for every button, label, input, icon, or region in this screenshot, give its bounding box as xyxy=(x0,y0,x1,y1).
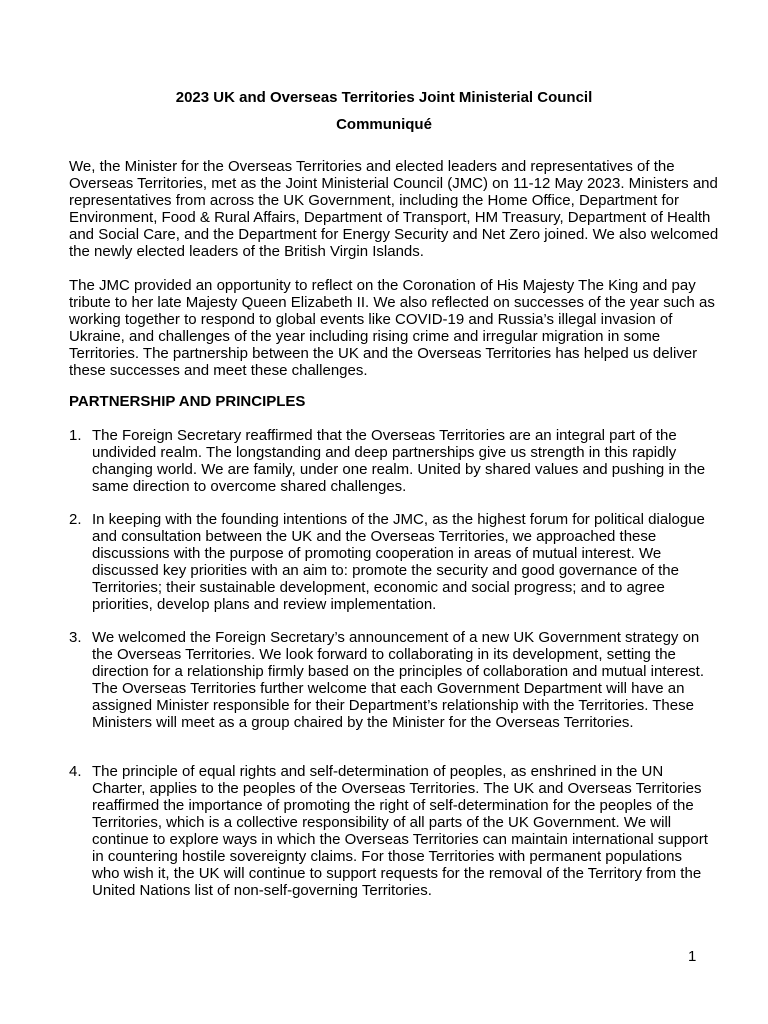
item-text: The Foreign Secretary reaffirmed that the Overseas Territories are an integral part of the undivided realm. The longstanding and deep partnerships give us strength in this rapidly changing world. We are family, under one realm. United by shared values and pushing in the same direction to overcome shared challenges. xyxy=(92,427,706,495)
document-title: 2023 UK and Overseas Territories Joint Ministerial Council xyxy=(175,89,593,106)
intro-paragraph: The JMC provided an opportunity to reflect on the Coronation of His Majesty The King and pay tribute to her late Majesty Queen Elizabeth II. We also reflected on successes of the year such as working together to respond to global events like COVID-19 and Russia’s illegal invasion of Ukraine, and challenges of the year including rising crime and irregular migration in some Territories. The partnership between the UK and the Overseas Territories has helped us deliver these successes and meet these challenges. xyxy=(69,277,715,379)
section-heading: PARTNERSHIP AND PRINCIPLES xyxy=(69,393,306,410)
item-text: In keeping with the founding intentions of the JMC, as the highest forum for political dialogue and consultation between the UK and the Overseas Territories, we approached these discussions with the purpose of promoting cooperation in areas of mutual interest. We discussed key priorities with an aim to: promote the security and good governance of the Territories; their sustainable development, economic and social progress; and to agree priorities, develop plans and review implementation. xyxy=(92,511,705,613)
item-number: 2. xyxy=(69,511,82,528)
page-number: 1 xyxy=(688,948,697,965)
item-number: 1. xyxy=(69,427,82,444)
item-text: We welcomed the Foreign Secretary’s announcement of a new UK Government strategy on the Overseas Territories. We look forward to collaborating in its development, setting the direction for a relationship firmly based on the principles of collaboration and mutual interest. The Overseas Territories further welcome that each Government Department will have an assigned Minister responsible for their Department’s relationship with the Territories. These Ministers will meet as a group chaired by the Minister for the Overseas Territories. xyxy=(92,629,704,731)
item-number: 4. xyxy=(69,763,82,780)
item-number: 3. xyxy=(69,629,82,646)
document-subtitle: Communiqué xyxy=(336,116,432,133)
item-text: The principle of equal rights and self-determination of peoples, as enshrined in the UN Charter, applies to the peoples of the Overseas Territories. The UK and Overseas Territories reaffirmed the importance of promoting the right of self-determination for the peoples of the Territories, which is a collective responsibility of all parts of the UK Government. We will continue to explore ways in which the Overseas Territories can maintain international support in countering hostile sovereignty claims. For those Territories with permanent populations who wish it, the UK will continue to support requests for the removal of the Territory from the United Nations list of non-self-governing Territories. xyxy=(92,763,708,899)
intro-paragraph: We, the Minister for the Overseas Territories and elected leaders and representatives of the Overseas Territories, met as the Joint Ministerial Council (JMC) on 11-12 May 2023. Ministers and representatives from across the UK Government, including the Home Office, Department for Environment, Food & Rural Affairs, Department of Transport, HM Treasury, Department of Health and Social Care, and the Department for Energy Security and Net Zero joined. We also welcomed the newly elected leaders of the British Virgin Islands. xyxy=(69,158,719,260)
